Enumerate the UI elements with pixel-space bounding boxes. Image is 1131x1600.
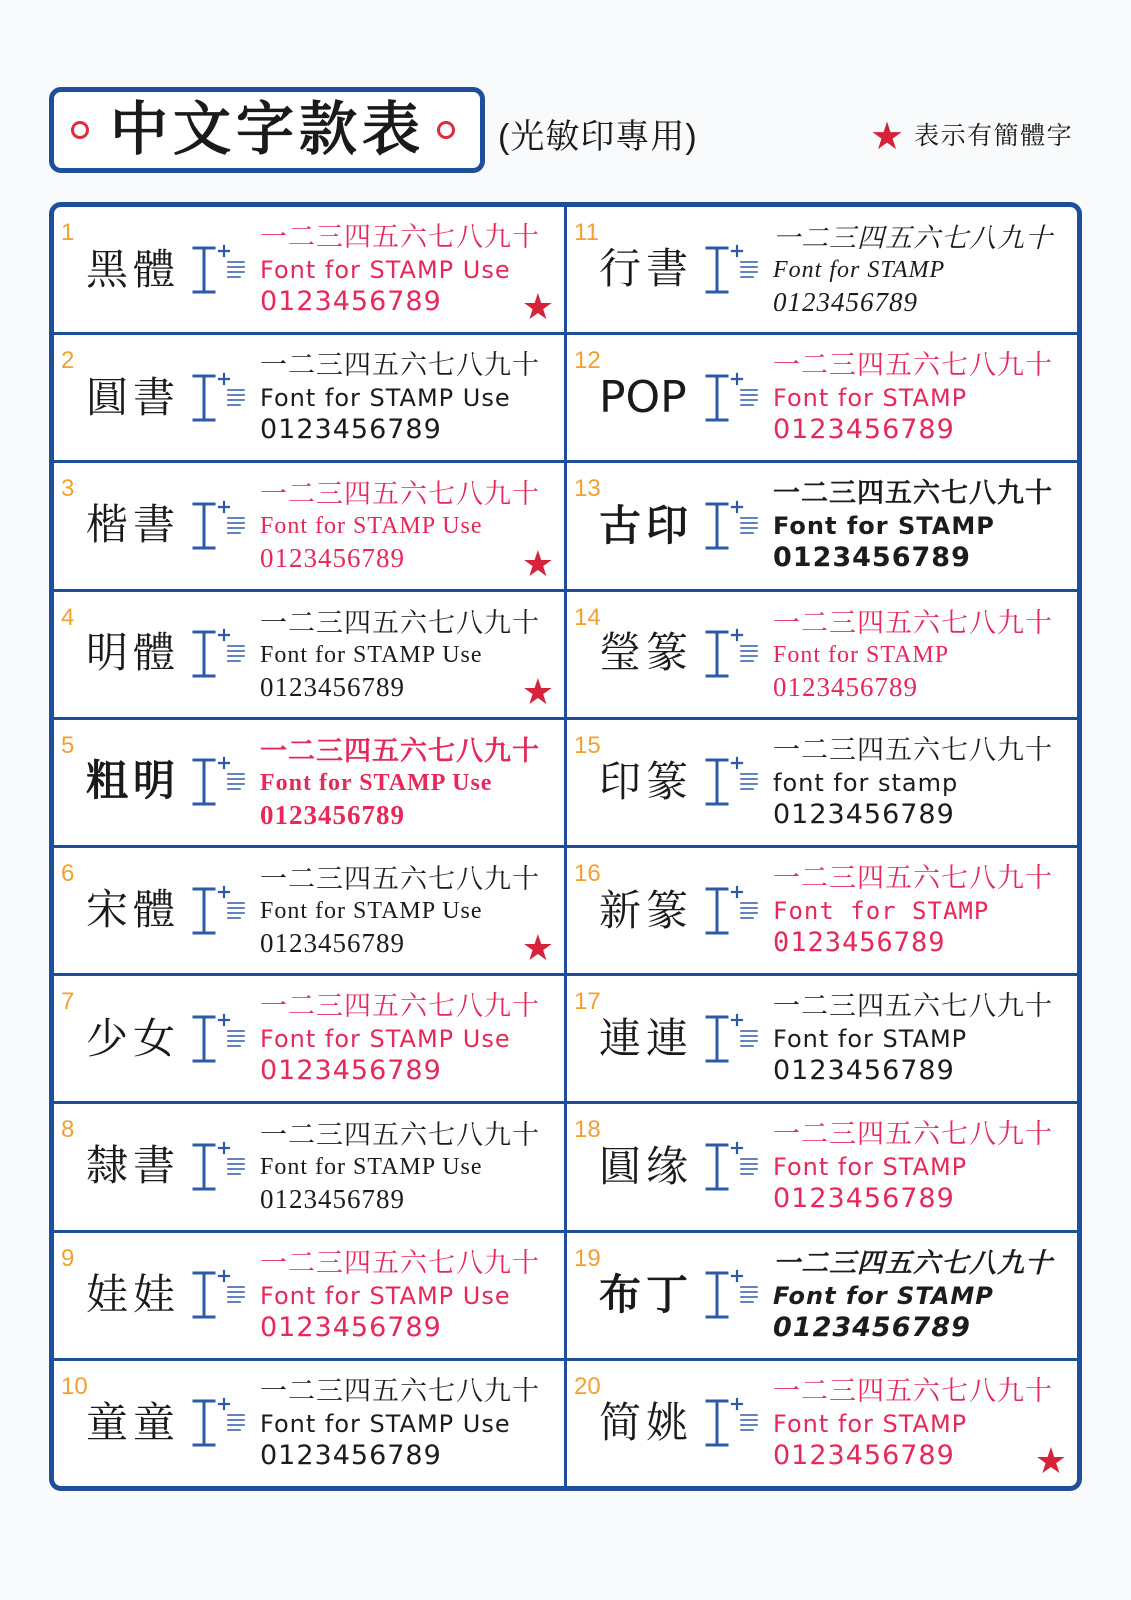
text-cursor-icon-graphic xyxy=(703,754,761,810)
font-number: 7 xyxy=(61,988,75,1016)
sample-chinese-numerals: 一二三四五六七八九十 xyxy=(773,478,1053,510)
font-table xyxy=(49,202,1082,1491)
font-cell-7 xyxy=(54,976,564,1101)
text-cursor-icon xyxy=(190,1011,248,1067)
sample-latin: Font for STAMP Use xyxy=(260,1409,511,1438)
font-name: 明體 xyxy=(86,631,181,678)
font-name: 連連 xyxy=(599,1013,694,1063)
text-cursor-icon-graphic xyxy=(190,754,248,810)
text-cursor-icon xyxy=(703,883,761,939)
text-cursor-icon-graphic xyxy=(703,1139,761,1195)
font-samples xyxy=(773,991,1053,1087)
font-number: 19 xyxy=(574,1244,601,1272)
font-name: 布丁 xyxy=(599,1270,694,1320)
sample-latin: Font for STAMP Use xyxy=(260,1025,511,1054)
sample-latin: Font for STAMP xyxy=(773,896,990,925)
sample-chinese-numerals: 一二三四五六七八九十 xyxy=(773,1247,1053,1279)
text-cursor-icon xyxy=(703,1011,761,1067)
sample-digits: 0123456789 xyxy=(773,926,946,958)
page-subtitle: (光敏印專用) xyxy=(498,118,698,156)
text-cursor-icon xyxy=(190,1395,248,1451)
text-cursor-icon-graphic xyxy=(703,370,761,426)
font-cell-13 xyxy=(567,463,1077,588)
font-number: 20 xyxy=(574,1372,601,1400)
font-name: 简姚 xyxy=(599,1398,694,1448)
font-name: 童童 xyxy=(86,1398,181,1448)
simplified-star-icon: ★ xyxy=(521,928,554,970)
font-number: 11 xyxy=(574,219,599,246)
font-samples xyxy=(260,991,540,1087)
sample-latin: Font for STAMP Use xyxy=(260,897,483,924)
text-cursor-icon xyxy=(190,754,248,810)
font-name: 楷書 xyxy=(86,502,181,549)
font-name: 圓書 xyxy=(86,372,181,422)
sample-chinese-numerals: 一二三四五六七八九十 xyxy=(773,607,1053,638)
text-cursor-icon-graphic xyxy=(190,242,248,298)
font-samples xyxy=(260,478,540,574)
sample-chinese-numerals: 一二三四五六七八九十 xyxy=(260,1120,540,1151)
font-cell-19 xyxy=(567,1233,1077,1358)
title-ring-right-decoration xyxy=(437,121,455,139)
sample-latin: Font for STAMP xyxy=(773,512,995,541)
font-samples xyxy=(260,1376,540,1472)
font-name: 行書 xyxy=(599,246,694,293)
font-samples xyxy=(773,1376,1053,1472)
sample-latin: Font for STAMP Use xyxy=(260,1281,511,1310)
sample-latin: Font for STAMP xyxy=(773,641,950,668)
sample-digits: 0123456789 xyxy=(773,798,955,830)
font-samples xyxy=(260,607,540,703)
font-number: 14 xyxy=(574,603,601,631)
star-icon: ★ xyxy=(870,114,905,158)
text-cursor-icon-graphic xyxy=(703,242,761,298)
sample-chinese-numerals: 一二三四五六七八九十 xyxy=(260,1247,540,1279)
sample-latin: Font for STAMP Use xyxy=(260,513,483,540)
simplified-star-icon: ★ xyxy=(521,287,554,329)
sample-digits: 0123456789 xyxy=(773,671,918,702)
sample-digits: 0123456789 xyxy=(773,1311,971,1343)
font-cell-18 xyxy=(567,1104,1077,1229)
simplified-star-icon: ★ xyxy=(521,671,554,713)
font-cell-8 xyxy=(54,1104,564,1229)
sample-chinese-numerals: 一二三四五六七八九十 xyxy=(773,350,1053,382)
font-cell-9 xyxy=(54,1233,564,1358)
text-cursor-icon xyxy=(703,1139,761,1195)
font-name: 隸書 xyxy=(86,1143,181,1190)
font-samples xyxy=(773,607,1053,703)
font-samples xyxy=(773,735,1053,831)
font-name: 黑體 xyxy=(86,244,181,294)
font-number: 13 xyxy=(574,475,601,503)
font-cell-14 xyxy=(567,592,1077,717)
sample-chinese-numerals: 一二三四五六七八九十 xyxy=(773,991,1053,1023)
text-cursor-icon-graphic xyxy=(190,498,248,554)
font-number: 18 xyxy=(574,1116,601,1144)
sample-digits: 0123456789 xyxy=(260,671,405,702)
text-cursor-icon-graphic xyxy=(703,626,761,682)
font-number: 9 xyxy=(61,1244,75,1272)
font-samples xyxy=(260,863,540,959)
sample-latin: font for stamp xyxy=(773,768,959,797)
text-cursor-icon xyxy=(190,1139,248,1195)
font-number: 16 xyxy=(574,859,601,887)
sample-latin: Font for STAMP Use xyxy=(260,384,511,413)
text-cursor-icon xyxy=(703,626,761,682)
text-cursor-icon xyxy=(190,1267,248,1323)
sample-chinese-numerals: 一二三四五六七八九十 xyxy=(260,607,540,638)
sample-digits: 0123456789 xyxy=(260,927,405,958)
text-cursor-icon xyxy=(703,1267,761,1323)
sample-digits: 0123456789 xyxy=(773,414,955,446)
font-number: 8 xyxy=(61,1116,75,1144)
font-cell-16 xyxy=(567,848,1077,973)
font-number: 6 xyxy=(61,859,75,887)
font-cell-1 xyxy=(54,207,564,332)
font-name: 娃娃 xyxy=(86,1270,181,1320)
text-cursor-icon-graphic xyxy=(190,1011,248,1067)
font-name: 瑩篆 xyxy=(599,631,694,678)
sample-chinese-numerals: 一二三四五六七八九十 xyxy=(773,223,1053,253)
sample-latin: Font for STAMP xyxy=(773,1281,994,1310)
sample-digits: 0123456789 xyxy=(773,542,971,574)
font-samples xyxy=(773,1119,1053,1215)
font-name: 少女 xyxy=(86,1013,181,1063)
title-box xyxy=(49,87,485,173)
sample-digits: 0123456789 xyxy=(260,1055,442,1087)
sample-chinese-numerals: 一二三四五六七八九十 xyxy=(773,862,1053,894)
simplified-star-icon: ★ xyxy=(521,543,554,585)
sample-digits: 0123456789 xyxy=(260,799,405,830)
sample-latin: Font for STAMP xyxy=(773,1025,968,1054)
font-number: 1 xyxy=(61,219,75,246)
text-cursor-icon-graphic xyxy=(703,883,761,939)
font-samples xyxy=(773,863,1053,959)
font-cell-2 xyxy=(54,335,564,460)
text-cursor-icon xyxy=(190,242,248,298)
text-cursor-icon-graphic xyxy=(703,498,761,554)
sample-digits: 0123456789 xyxy=(260,1311,442,1343)
sample-chinese-numerals: 一二三四五六七八九十 xyxy=(260,1375,540,1407)
text-cursor-icon-graphic xyxy=(703,1395,761,1451)
text-cursor-icon-graphic xyxy=(190,883,248,939)
font-name: 印篆 xyxy=(599,757,694,807)
text-cursor-icon xyxy=(703,370,761,426)
text-cursor-icon xyxy=(703,498,761,554)
font-cell-20 xyxy=(567,1361,1077,1486)
font-number: 2 xyxy=(61,347,75,375)
font-cell-5 xyxy=(54,720,564,845)
font-cell-6 xyxy=(54,848,564,973)
sample-digits: 0123456789 xyxy=(773,1183,955,1215)
font-name: 粗明 xyxy=(86,759,181,806)
font-cell-3 xyxy=(54,463,564,588)
font-number: 5 xyxy=(61,731,75,759)
font-samples xyxy=(260,222,540,318)
font-cell-4 xyxy=(54,592,564,717)
text-cursor-icon xyxy=(190,626,248,682)
sample-chinese-numerals: 一二三四五六七八九十 xyxy=(260,863,540,894)
text-cursor-icon-graphic xyxy=(703,1011,761,1067)
font-cell-12 xyxy=(567,335,1077,460)
text-cursor-icon-graphic xyxy=(703,1267,761,1323)
sample-latin: Font for STAMP Use xyxy=(260,1154,483,1181)
sample-latin: Font for STAMP xyxy=(773,384,968,413)
sample-latin: Font for STAMP xyxy=(773,257,946,283)
sample-digits: 0123456789 xyxy=(260,286,442,317)
sample-latin: Font for STAMP Use xyxy=(260,641,483,668)
text-cursor-icon-graphic xyxy=(190,1395,248,1451)
star-legend xyxy=(870,112,1073,160)
text-cursor-icon xyxy=(703,1395,761,1451)
sample-digits: 0123456789 xyxy=(260,543,405,574)
font-samples xyxy=(260,350,540,446)
sample-latin: Font for STAMP xyxy=(773,1409,968,1438)
font-name: 新篆 xyxy=(599,885,694,935)
font-number: 10 xyxy=(61,1372,88,1400)
font-cell-17 xyxy=(567,976,1077,1101)
text-cursor-icon-graphic xyxy=(190,626,248,682)
font-samples xyxy=(773,350,1053,446)
font-number: 15 xyxy=(574,731,601,759)
sample-chinese-numerals: 一二三四五六七八九十 xyxy=(260,479,540,510)
sample-chinese-numerals: 一二三四五六七八九十 xyxy=(260,222,540,253)
text-cursor-icon-graphic xyxy=(190,1267,248,1323)
title-ring-left-decoration xyxy=(71,121,89,139)
text-cursor-icon xyxy=(703,242,761,298)
sample-latin: Font for STAMP Use xyxy=(260,769,493,796)
text-cursor-icon xyxy=(190,498,248,554)
font-name: 圓缘 xyxy=(599,1141,694,1191)
font-samples xyxy=(260,1248,540,1344)
sample-latin: Font for STAMP xyxy=(773,1153,968,1182)
sample-chinese-numerals: 一二三四五六七八九十 xyxy=(260,735,540,766)
font-cell-15 xyxy=(567,720,1077,845)
font-samples xyxy=(773,1248,1053,1344)
page-title: 中文字款表 xyxy=(110,97,426,162)
font-name: POP xyxy=(599,371,687,423)
font-number: 12 xyxy=(574,347,601,375)
text-cursor-icon xyxy=(190,370,248,426)
sample-chinese-numerals: 一二三四五六七八九十 xyxy=(773,1119,1053,1151)
sample-chinese-numerals: 一二三四五六七八九十 xyxy=(773,1375,1053,1407)
sample-digits: 0123456789 xyxy=(260,414,442,446)
sample-chinese-numerals: 一二三四五六七八九十 xyxy=(260,991,540,1023)
sample-latin: Font for STAMP Use xyxy=(260,256,511,284)
sample-chinese-numerals: 一二三四五六七八九十 xyxy=(260,350,540,382)
font-number: 3 xyxy=(61,475,75,503)
font-name: 宋體 xyxy=(86,887,181,934)
font-number: 17 xyxy=(574,988,601,1016)
text-cursor-icon-graphic xyxy=(190,1139,248,1195)
sample-digits: 0123456789 xyxy=(773,287,918,317)
sample-digits: 0123456789 xyxy=(260,1184,405,1215)
font-cell-10 xyxy=(54,1361,564,1486)
sample-chinese-numerals: 一二三四五六七八九十 xyxy=(773,734,1053,766)
sample-digits: 0123456789 xyxy=(773,1439,955,1471)
font-number: 4 xyxy=(61,603,75,631)
simplified-star-icon: ★ xyxy=(1034,1440,1067,1482)
font-cell-11 xyxy=(567,207,1077,332)
sample-digits: 0123456789 xyxy=(260,1439,442,1471)
legend-text: 表示有簡體字 xyxy=(914,122,1074,150)
font-name: 古印 xyxy=(599,500,694,550)
font-samples xyxy=(773,222,1053,318)
font-samples xyxy=(773,478,1053,574)
font-samples xyxy=(260,1119,540,1215)
font-samples xyxy=(260,735,540,831)
text-cursor-icon xyxy=(703,754,761,810)
sample-digits: 0123456789 xyxy=(773,1055,955,1087)
text-cursor-icon xyxy=(190,883,248,939)
text-cursor-icon-graphic xyxy=(190,370,248,426)
